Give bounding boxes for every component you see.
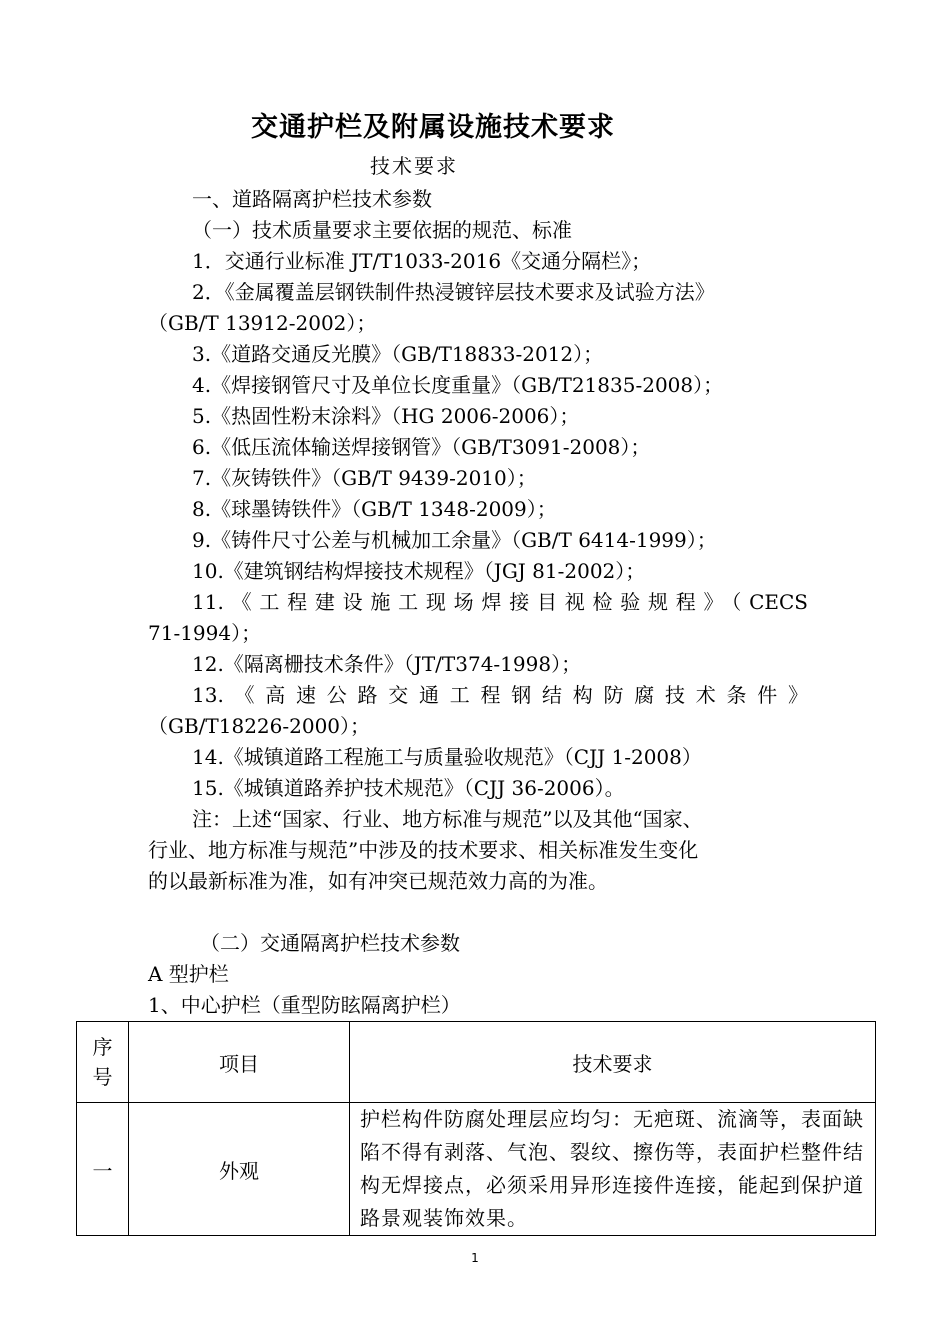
row-item: 外观 [129,1103,350,1236]
standard-item-11: 11.《工程建设施工现场焊接目视检验规程》（CECS [192,590,808,614]
standard-item-7: 7.《灰铸铁件》（GB/T 9439-2010）； [192,466,537,490]
row-req [350,1103,876,1236]
standard-item-9: 9.《铸件尺寸公差与机械加工余量》（GB/T 6414-1999）； [192,528,717,552]
standard-item-10: 10.《建筑钢结构焊接技术规程》（JGJ 81-2002）； [192,559,646,583]
note-line-1: 注：上述“国家、行业、地方标准与规范”以及其他“国家、 [192,807,703,831]
standard-item-1: 1．交通行业标准 JT/T1033-2016《交通分隔栏》； [192,249,652,273]
spec-table [76,1021,876,1236]
standard-item-13: 13.《高速公路交通工程钢结构防腐技术条件》 [192,683,808,707]
standard-item-6: 6.《低压流体输送焊接钢管》（GB/T3091-2008）； [192,435,651,459]
subsection-heading-1: （一）技术质量要求主要依据的规范、标准 [192,218,572,242]
note-line-3: 的以最新标准为准，如有冲突已规范效力高的为准。 [148,869,608,893]
standard-item-12: 12.《隔离栅技术条件》（JT/T374-1998）； [192,652,582,676]
standard-item-11-cont: 71-1994）； [148,621,262,645]
standard-item-15: 15.《城镇道路养护技术规范》（CJJ 36-2006）。 [192,776,625,800]
type-a-heading: A 型护栏 [148,962,229,986]
document-subtitle: 技术要求 [370,154,458,178]
header-req: 技术要求 [350,1022,876,1103]
subsection-heading-2: （二）交通隔离护栏技术参数 [200,931,460,955]
standard-item-13-cont: （GB/T18226-2000）； [148,714,371,738]
standard-item-2-cont: （GB/T 13912-2002）； [148,311,377,335]
standard-item-14: 14.《城镇道路工程施工与质量验收规范》（CJJ 1-2008） [192,745,702,769]
note-line-2: 行业、地方标准与规范”中涉及的技术要求、相关标准发生变化 [148,838,699,862]
document-title: 交通护栏及附属设施技术要求 [251,112,615,143]
row-req-text: 护栏构件防腐处理层应均匀：无疤斑、流滴等，表面缺陷不得有剥落、气泡、裂纹、擦伤等，表面护栏整件结构无焊接点，必须采用异形连接件连接，能起到保护道路景观装饰效果。 [360,1107,864,1230]
standard-item-2: 2．《金属覆盖层钢铁制件热浸镀锌层技术要求及试验方法》 [192,280,715,304]
header-item: 项目 [129,1022,350,1103]
table-row [77,1103,876,1236]
section-heading-1: 一、道路隔离护栏技术参数 [192,187,432,211]
page-number: 1 [471,1251,479,1265]
standard-item-5: 5.《热固性粉末涂料》（HG 2006-2006）； [192,404,580,428]
header-no: 序号 [77,1022,129,1103]
standard-item-4: 4.《焊接钢管尺寸及单位长度重量》（GB/T21835-2008）； [192,373,724,397]
table-header-row [77,1022,876,1103]
standard-item-3: 3.《道路交通反光膜》（GB/T18833-2012）； [192,342,604,366]
item-1-heading: 1、中心护栏（重型防眩隔离护栏） [148,993,461,1017]
standard-item-8: 8.《球墨铸铁件》（GB/T 1348-2009）； [192,497,557,521]
row-no: 一 [77,1103,129,1236]
